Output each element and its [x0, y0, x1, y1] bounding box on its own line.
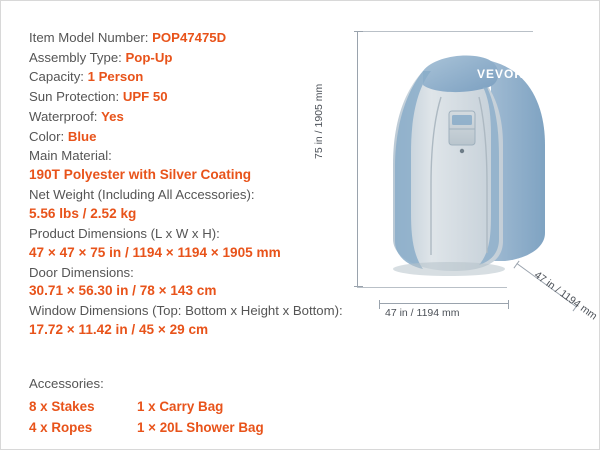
- spec-row-door-dimensions: [29, 264, 329, 299]
- tent-svg: [379, 25, 559, 287]
- depth-dimension-label: 47 in / 1194 mm: [531, 269, 600, 323]
- product-illustration: [313, 11, 600, 331]
- spec-label: Sun Protection:: [29, 89, 123, 105]
- tent-base-shadow: [393, 262, 505, 276]
- spec-label: Color:: [29, 128, 68, 144]
- spec-row-assembly-type: [29, 49, 329, 68]
- spec-value: 47 × 47 × 75 in / 1194 × 1194 × 1905 mm: [29, 244, 281, 260]
- spec-value: Blue: [67, 128, 97, 144]
- spec-label: Product Dimensions (L x W x H):: [29, 225, 220, 241]
- spec-label: Door Dimensions:: [29, 264, 134, 280]
- guide-line-bottom: [357, 287, 507, 288]
- accessories-section: [29, 376, 329, 439]
- tent-graphic: [379, 25, 559, 287]
- height-dimension-line: [357, 31, 372, 287]
- spec-value: 17.72 × 11.42 in / 45 × 29 cm: [29, 322, 209, 338]
- spec-row-capacity: [29, 68, 329, 87]
- spec-label: Capacity:: [29, 69, 88, 85]
- spec-row-main-material: [29, 147, 329, 182]
- spec-value: 5.56 lbs / 2.52 kg: [29, 205, 137, 221]
- spec-value: UPF 50: [122, 89, 168, 105]
- zipper-pull-icon: [460, 149, 464, 153]
- spec-label: Main Material:: [29, 148, 112, 164]
- spec-value: 30.71 × 56.30 in / 78 × 143 cm: [29, 283, 217, 299]
- specifications-list: [29, 29, 343, 341]
- list-item: 1 x Carry Bag: [137, 399, 224, 414]
- accessories-grid: [29, 397, 329, 439]
- width-dimension-line: [379, 303, 509, 304]
- accessories-title: Accessories:: [29, 376, 104, 391]
- spec-row-sun-protection: [29, 88, 329, 107]
- spec-label: Item Model Number:: [29, 30, 153, 45]
- list-item: 1 × 20L Shower Bag: [137, 419, 264, 435]
- spec-row-waterproof: [29, 108, 329, 127]
- list-item: 4 x Ropes: [29, 419, 93, 435]
- spec-row-net-weight: [29, 186, 329, 221]
- spec-row-product-dimensions: [29, 225, 329, 260]
- spec-value: 190T Polyester with Silver Coating: [29, 167, 252, 183]
- list-item: 8 x Stakes: [29, 399, 95, 414]
- spec-row-window-dimensions: [29, 302, 343, 338]
- spec-row-model-number: [29, 29, 329, 48]
- spec-value: Pop-Up: [125, 49, 173, 65]
- spec-value: POP47475D: [152, 30, 227, 45]
- spec-row-color: [29, 128, 329, 147]
- spec-label: Waterproof:: [29, 108, 102, 124]
- brand-logo: VEVOR: [477, 67, 525, 81]
- spec-label: Net Weight (Including All Accessories):: [29, 187, 255, 203]
- spec-label: Window Dimensions (Top: Bottom x Height x Bottom):: [29, 303, 343, 319]
- spec-value: Yes: [101, 108, 124, 124]
- height-dimension-label: 75 in / 1905 mm: [313, 83, 325, 159]
- spec-label: Assembly Type:: [29, 49, 126, 65]
- width-dimension-label: 47 in / 1194 mm: [385, 307, 460, 319]
- window-mesh: [452, 115, 472, 125]
- spec-value: 1 Person: [87, 69, 144, 85]
